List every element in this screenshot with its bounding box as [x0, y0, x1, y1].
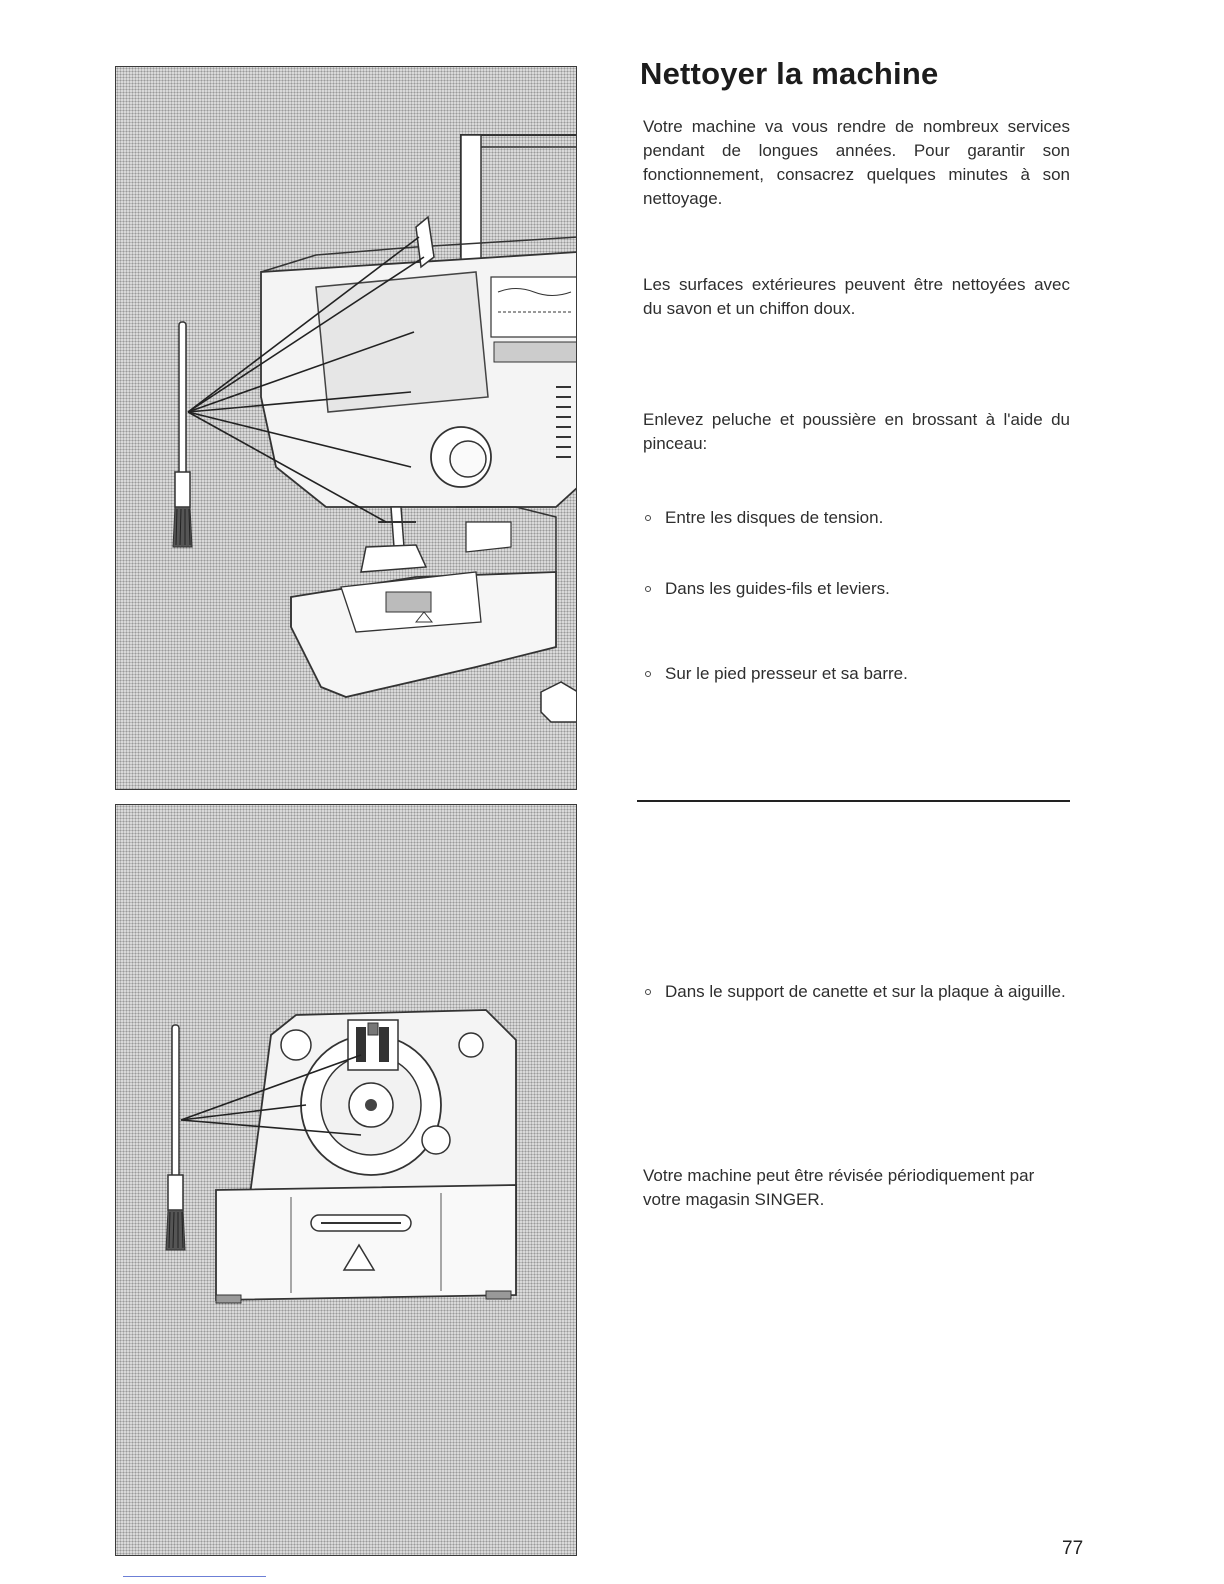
surfaces-paragraph: Les surfaces extérieures peuvent être nettoyées avec du savon et un chiffon doux. [643, 275, 1070, 318]
brush-paragraph: Enlevez peluche et poussière en brossant à l'aide du pinceau: [643, 410, 1070, 453]
sewing-machine-illustration [116, 67, 577, 790]
list-item [643, 577, 1070, 601]
list-item [643, 506, 1070, 530]
list-item-text: Dans les guides-fils et leviers. [665, 579, 890, 598]
brush-icon [166, 1025, 185, 1250]
illustration-bobbin-panel [115, 804, 577, 1556]
bullet-icon [645, 586, 651, 592]
list-item-text: Entre les disques de tension. [665, 508, 884, 527]
footer-line [123, 1576, 266, 1577]
page-number: 77 [1062, 1538, 1084, 1559]
list-item-text: Sur le pied presseur et sa barre. [665, 664, 908, 683]
bobbin-area-illustration [116, 805, 577, 1556]
list-item [643, 980, 1070, 1004]
bullet-icon [645, 989, 651, 995]
illustration-machine-panel [115, 66, 577, 790]
intro-paragraph: Votre machine va vous rendre de nombreux services pendant de longues années. Pour garantir son fonctionnement, consacrez quelques minutes à son nettoyage. [643, 117, 1070, 208]
list-item-text: Dans le support de canette et sur la plaque à aiguille. [665, 982, 1066, 1001]
brush-icon [173, 322, 192, 547]
bullet-icon [645, 515, 651, 521]
list-item [643, 662, 1070, 686]
bullet-icon [645, 671, 651, 677]
page-title: Nettoyer la machine [640, 56, 939, 91]
section-divider [637, 800, 1070, 802]
service-paragraph: Votre machine peut être révisée périodiquement par votre magasin SINGER. [643, 1166, 1035, 1209]
